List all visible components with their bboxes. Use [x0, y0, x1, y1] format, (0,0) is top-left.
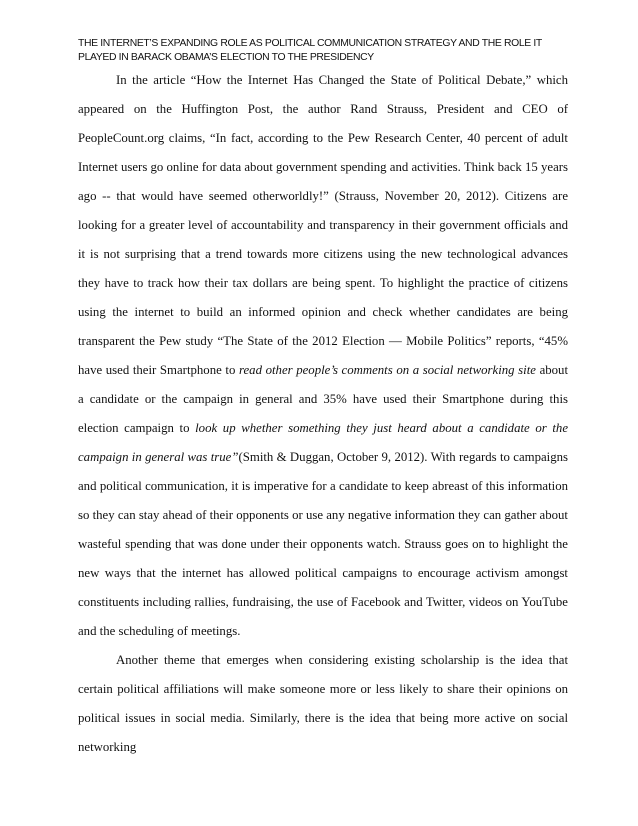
paragraph-1-italic-quote-1: read other people’s comments on a social networking site	[238, 363, 536, 377]
paragraph-1-text-2: about a candidate or the campaign in general and 35% have used their Smartphone during this election campaign to	[78, 363, 569, 435]
paragraph-1-text-1: In the article “How the Internet Has Changed the State of Political Debate,” which appeared on the Huffington Post, the author Rand Strauss, President and CEO of PeopleCount.org claims, “In fact, according to the Pew Research Center, 40 percent of adult Internet users go online for data about government spending and activities. Think back 15 years ago -- that would have seemed otherworldly!” (Strauss, November 20, 2012). Citizens are looking for a greater level of accountability and transparency in their government officials and it is not surprising that a trend towards more citizens using the new technological advances they have to track how their tax dollars are being spent. To highlight the practice of citizens using the internet to build an informed opinion and check whether candidates are being transparent the Pew study “The State of the 2012 Election — Mobile Politics” reports, “45% have used their Smartphone to	[78, 73, 568, 377]
paragraph-2	[78, 646, 568, 762]
paragraph-1	[78, 66, 568, 646]
body-text	[78, 66, 568, 762]
running-head: THE INTERNET’S EXPANDING ROLE AS POLITICAL COMMUNICATION STRATEGY AND THE ROLE IT PLAYED IN BARACK OBAMA’S ELECTION TO THE PRESIDENCY	[78, 38, 542, 63]
paragraph-2-text-1: Another theme that emerges when considering existing scholarship is the idea that certain political affiliations will make someone more or less likely to share their opinions on political issues in social media. Similarly, there is the idea that being more active on social networking	[78, 653, 568, 754]
paragraph-1-italic-quote-2: look up whether something they just heard about a candidate or the campaign in general was true”	[78, 421, 568, 464]
paragraph-1-text-3: (Smith & Duggan, October 9, 2012). With regards to campaigns and political communication, it is imperative for a candidate to keep abreast of this information so they can stay ahead of their opponents or use any negative information they can gather about wasteful spending that was done under their opponents watch. Strauss goes on to highlight the new ways that the internet has allowed political campaigns to encourage activism amongst constituents including rallies, fundraising, the use of Facebook and Twitter, videos on YouTube and the scheduling of meetings.	[78, 450, 568, 638]
